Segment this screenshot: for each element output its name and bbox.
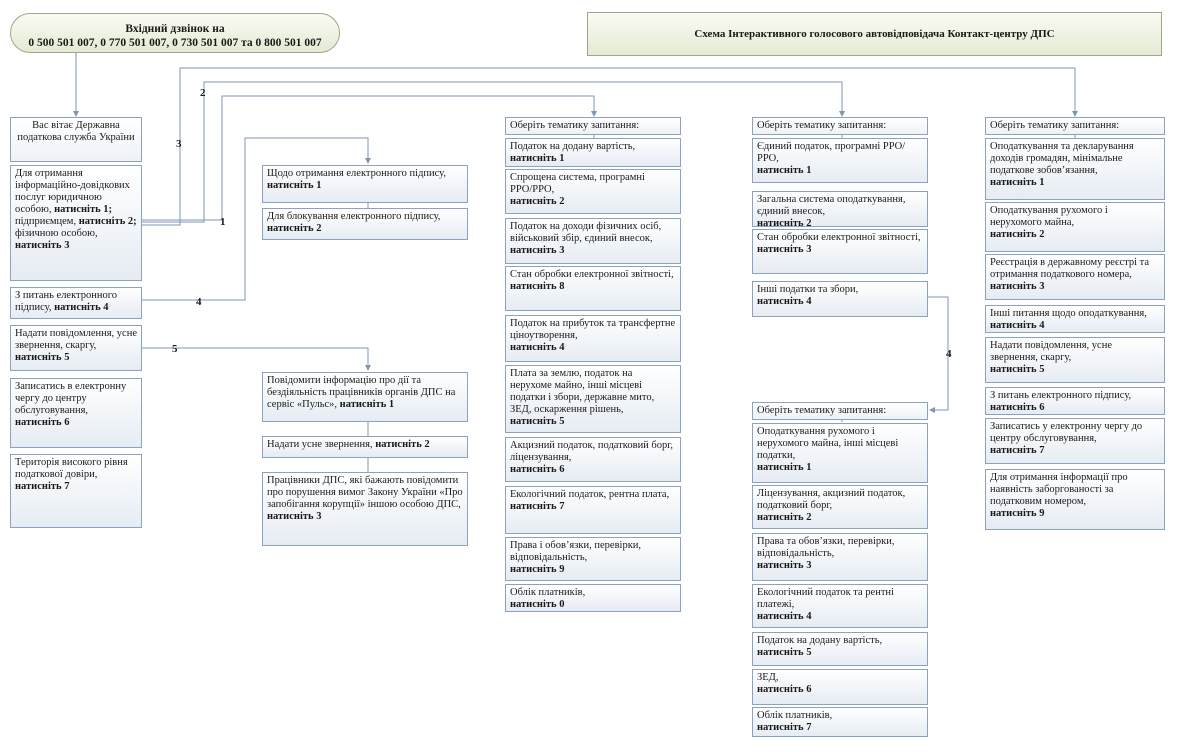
col2b-option-1[interactable] [752, 423, 928, 483]
col2-option-key: натисніть 1 [757, 165, 812, 176]
report-option-2[interactable]: Надати усне звернення, натисніть 2 [262, 436, 468, 458]
col2-option-text: Загальна система оподаткування, єдиний внесок, [757, 194, 906, 217]
col1-option-10[interactable] [505, 584, 681, 612]
col3-header: Оберіть тематику запитання: [985, 117, 1165, 135]
col1-option-text: Права і обов’язки, перевірки, відповідальність, [510, 540, 642, 563]
col2b-option-text: Оподаткування рухомого і нерухомого майна, інші місцеві податки, [757, 426, 899, 461]
col3-option-text: Інші питання щодо оподаткування, [990, 308, 1147, 319]
col3-option-text: Для отримання інформації про наявність заборгованості за податковим номером, [990, 472, 1128, 507]
col3-option-key: натисніть 3 [990, 281, 1045, 292]
incoming-call-numbers: 0 500 501 007, 0 770 501 007, 0 730 501 007 та 0 800 501 007 [28, 37, 322, 49]
col2-option-key: натисніть 2 [757, 218, 812, 227]
esign-option-1[interactable]: Щодо отримання електронного підпису, натисніть 1 [262, 165, 468, 203]
col1-option-text: Податок на додану вартість, [510, 141, 636, 152]
col1-option-3[interactable] [505, 218, 681, 264]
col2-option-text: Єдиний податок, програмні РРО/ PPO, [757, 141, 906, 164]
col1-option-6[interactable] [505, 365, 681, 433]
report-option-1[interactable]: Повідомити інформацію про дії та бездіяльність працівників органів ДПС на сервіс «Пульс», натисніть 1 [262, 372, 468, 422]
col1-option-text: Облік платників, [510, 587, 586, 598]
col1-option-text: Податок на доходи фізичних осіб, військовий збір, єдиний внесок, [510, 221, 662, 244]
col2b-option-key: натисніть 3 [757, 560, 812, 571]
col1-option-2[interactable] [505, 169, 681, 214]
col3-option-text: Реєстрація в державному реєстрі та отримання податкового номера, [990, 257, 1150, 280]
col2-option-key: натисніть 3 [757, 244, 812, 255]
col3-option-7[interactable] [985, 418, 1165, 464]
col1-option-4[interactable] [505, 266, 681, 311]
label-1: 1 [220, 216, 226, 228]
col2b-option-key: натисніть 4 [757, 611, 812, 622]
col1-option-text: Акцизний податок, податковий борг, ліцензування, [510, 440, 674, 463]
col1-option-text: Податок на прибуток та трансфертне ціноутворення, [510, 318, 676, 341]
esign-option-2[interactable]: Для блокування електронного підпису, натисніть 2 [262, 208, 468, 240]
col1-option-key: натисніть 6 [510, 464, 565, 475]
col3-option-1[interactable] [985, 138, 1165, 200]
col2-option-text: Стан обробки електронної звітності, [757, 232, 921, 243]
col1-option-key: натисніть 1 [510, 153, 565, 164]
col3-option-text: З питань електронного підпису, [990, 390, 1132, 401]
line-2 [142, 82, 842, 222]
col1-option-key: натисніть 2 [510, 196, 565, 207]
col3-option-4[interactable] [985, 305, 1165, 333]
label-5: 5 [172, 343, 178, 355]
root-option-5[interactable]: Надати повідомлення, усне звернення, скаргу, натисніть 5 [10, 325, 142, 371]
col1-option-text: Спрощена система, програмні РРО/PPO, [510, 172, 645, 195]
line-4b [928, 297, 948, 410]
col3-option-text: Оподаткування рухомого і нерухомого майна, [990, 205, 1108, 228]
col1-option-1[interactable] [505, 138, 681, 167]
col1-option-key: натисніть 7 [510, 501, 565, 512]
col2b-header: Оберіть тематику запитання: [752, 402, 928, 420]
col3-option-3[interactable] [985, 254, 1165, 300]
col3-option-6[interactable] [985, 387, 1165, 415]
col2-option-4[interactable] [752, 281, 928, 317]
col1-option-key: натисніть 0 [510, 599, 565, 610]
col1-option-text: Плата за землю, податок на нерухоме майно, інші місцеві податки і збори, державне мито, ЗЕД, оскарження рішень, [510, 368, 655, 415]
col2b-option-3[interactable] [752, 533, 928, 581]
col3-option-text: Надати повідомлення, усне звернення, скаргу, [990, 340, 1112, 363]
col2-option-text: Інші податки та збори, [757, 284, 859, 295]
col2b-option-key: натисніть 2 [757, 512, 812, 523]
col2b-option-text: Права та обов’язки, перевірки, відповідальність, [757, 536, 895, 559]
root-option-7[interactable]: Територія високого рівня податкової довіри, натисніть 7 [10, 454, 142, 528]
label-3: 3 [176, 138, 182, 150]
col2b-option-text: Податок на додану вартість, [757, 635, 883, 646]
col2b-option-2[interactable] [752, 485, 928, 529]
col2b-option-5[interactable] [752, 632, 928, 666]
col3-option-key: натисніть 1 [990, 177, 1045, 188]
greeting-box: Вас вітає Державна податкова служба України [10, 117, 142, 162]
col3-option-key: натисніть 7 [990, 445, 1045, 456]
incoming-call-box [10, 13, 340, 53]
root-option-6[interactable]: Записатись в електронну чергу до центру обслуговування, натисніть 6 [10, 378, 142, 448]
col2b-option-text: Ліцензування, акцизний податок, податковий борг, [757, 488, 906, 511]
col3-option-key: натисніть 4 [990, 320, 1045, 331]
col2b-option-text: ЗЕД, [757, 672, 779, 683]
col3-option-key: натисніть 5 [990, 364, 1045, 375]
col2-option-1[interactable] [752, 138, 928, 183]
col2b-option-key: натисніть 6 [757, 684, 812, 695]
col2-option-key: натисніть 4 [757, 296, 812, 307]
col2b-option-6[interactable] [752, 669, 928, 705]
col2b-option-text: Екологічний податок та рентні платежі, [757, 587, 894, 610]
col3-option-key: натисніть 2 [990, 229, 1045, 240]
col1-option-key: натисніть 5 [510, 416, 565, 427]
col3-option-5[interactable] [985, 337, 1165, 383]
label-4b: 4 [946, 348, 952, 360]
col1-option-7[interactable] [505, 437, 681, 482]
col1-option-8[interactable] [505, 486, 681, 534]
col2-option-2[interactable] [752, 191, 928, 227]
col2b-option-key: натисніть 7 [757, 722, 812, 733]
report-option-3[interactable]: Працівники ДПС, які бажають повідомити про порушення вимог Закону України «Про запобігання корупції» іншою особою ДПС, натисніть 3 [262, 472, 468, 546]
col1-option-text: Стан обробки електронної звітності, [510, 269, 674, 280]
col1-option-5[interactable] [505, 315, 681, 362]
col3-option-text: Оподаткування та декларування доходів громадян, мінімальне податкове зобов’язання, [990, 141, 1134, 176]
col2b-option-key: натисніть 5 [757, 647, 812, 658]
label-4: 4 [196, 296, 202, 308]
col3-option-key: натисніть 6 [990, 402, 1045, 413]
col2b-option-text: Облік платників, [757, 710, 833, 721]
col1-option-key: натисніть 8 [510, 281, 565, 292]
root-option-4[interactable]: З питань електронного підпису, натисніть 4 [10, 287, 142, 319]
col2b-option-7[interactable] [752, 707, 928, 737]
col2-option-3[interactable] [752, 229, 928, 274]
col1-option-key: натисніть 3 [510, 245, 565, 256]
col3-option-text: Записатись у електронну чергу до центру обслуговування, [990, 421, 1143, 444]
col1-option-key: натисніть 4 [510, 342, 565, 353]
col1-header: Оберіть тематику запитання: [505, 117, 681, 135]
col2b-option-key: натисніть 1 [757, 462, 812, 473]
incoming-call-title: Вхідний дзвінок на [125, 23, 225, 35]
col2b-option-4[interactable] [752, 584, 928, 628]
col2-header: Оберіть тематику запитання: [752, 117, 928, 135]
col3-option-2[interactable] [985, 202, 1165, 252]
label-2: 2 [200, 87, 206, 99]
col1-option-key: натисніть 9 [510, 564, 565, 575]
col3-option-key: натисніть 9 [990, 508, 1045, 519]
col3-option-8[interactable] [985, 469, 1165, 530]
col1-option-text: Екологічний податок, рентна плата, [510, 489, 670, 500]
root-option-1[interactable]: Для отримання інформаційно-довідкових послуг юридичною особою, натисніть 1; підприємцем, натисніть 2; фізичною особою, натисніть 3 [10, 165, 142, 281]
diagram-title: Схема Інтерактивного голосового автовідповідача Контакт-центру ДПС [587, 12, 1162, 56]
col1-option-9[interactable] [505, 537, 681, 581]
